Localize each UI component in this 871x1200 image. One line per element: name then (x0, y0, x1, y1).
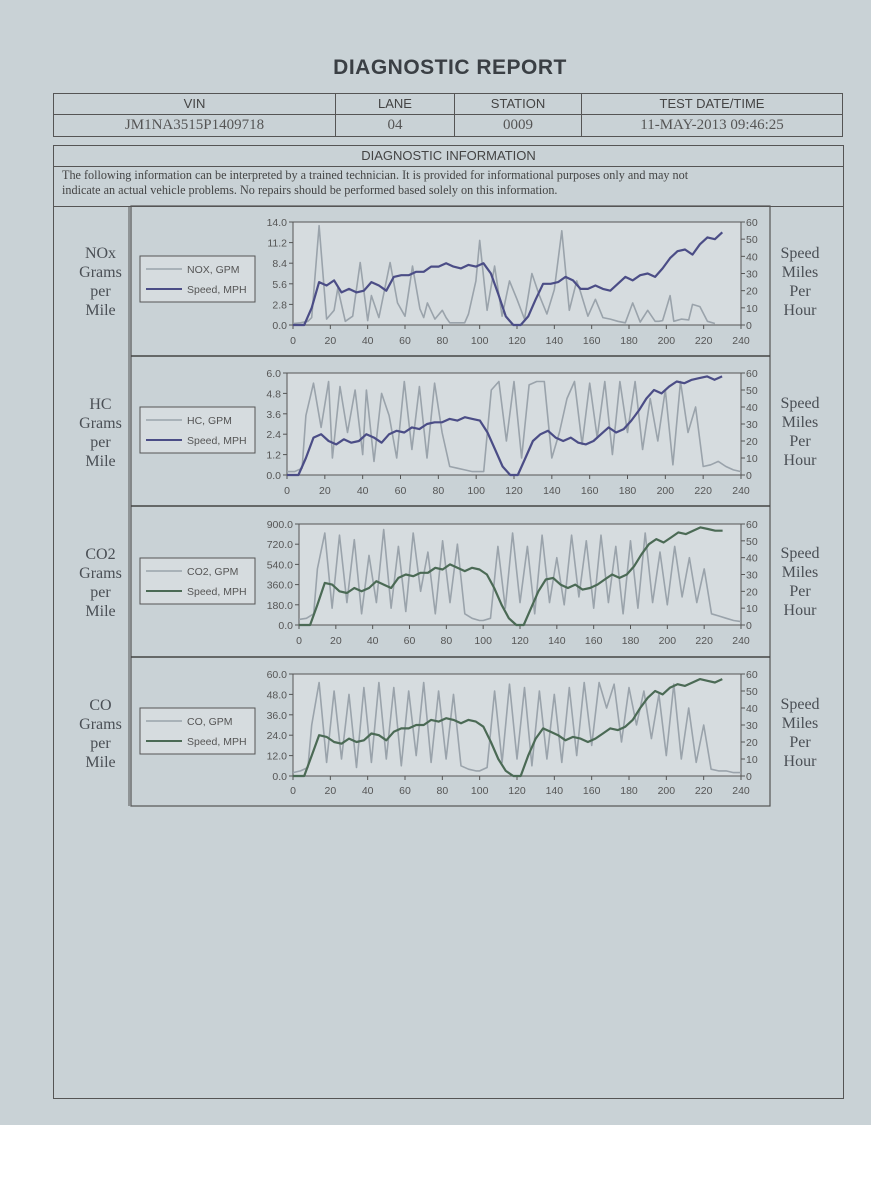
test-datetime-value: 11-MAY-2013 09:46:25 (640, 117, 784, 133)
plot-area (299, 524, 741, 625)
right-label-line: Miles (781, 715, 819, 732)
x-tick-label: 60 (403, 635, 416, 647)
x-tick-label: 180 (620, 785, 638, 797)
right-label-line: Hour (783, 452, 817, 469)
y-tick-label-right: 50 (746, 234, 758, 247)
y-tick-label-right: 50 (746, 686, 758, 698)
left-label-line: per (90, 584, 111, 601)
left-label-line: Grams (79, 716, 122, 733)
x-tick-label: 20 (324, 785, 337, 797)
x-tick-label: 60 (399, 785, 411, 797)
left-label-line: Mile (85, 453, 116, 470)
right-label-line: Miles (781, 564, 819, 581)
y-tick-label-right: 0 (746, 620, 752, 632)
station-value: 0009 (503, 117, 533, 133)
y-tick-label-right: 10 (746, 302, 758, 315)
right-label-line: Speed (780, 245, 820, 262)
right-label-line: Hour (783, 602, 817, 619)
y-tick-label-right: 20 (746, 586, 758, 599)
legend-speed-label: Speed, MPH (187, 284, 247, 296)
right-label-line: Speed (780, 545, 820, 562)
x-tick-label: 180 (618, 485, 637, 497)
x-tick-label: 180 (620, 335, 638, 347)
y-tick-label-right: 30 (746, 268, 758, 281)
x-tick-label: 220 (694, 485, 712, 497)
x-tick-label: 240 (732, 635, 750, 647)
legend-pollutant-label: NOX, GPM (187, 264, 240, 276)
chart-panel-0 (140, 217, 758, 347)
test-datetime-label: TEST DATE/TIME (582, 94, 842, 115)
y-tick-label-left: 1.2 (266, 449, 281, 462)
x-tick-label: 220 (694, 335, 713, 347)
left-label-line: Mile (85, 754, 116, 771)
x-tick-label: 40 (366, 635, 379, 647)
x-tick-label: 200 (656, 485, 675, 497)
y-tick-label-right: 0 (746, 771, 752, 783)
chart-panel-1 (131, 356, 770, 497)
y-tick-label-left: 0.0 (266, 470, 281, 482)
legend-speed-label: Speed, MPH (187, 435, 247, 447)
right-label-line: Speed (780, 696, 820, 713)
legend-speed-label: Speed, MPH (187, 586, 247, 598)
x-tick-label: 40 (356, 485, 369, 497)
x-tick-label: 240 (732, 335, 750, 347)
y-tick-label-right: 0 (746, 470, 752, 482)
legend-speed-label: Speed, MPH (187, 736, 247, 748)
right-label-line: Miles (781, 414, 819, 431)
y-tick-label-left: 2.4 (266, 429, 281, 442)
x-tick-label: 100 (470, 335, 489, 347)
x-tick-label: 140 (543, 485, 561, 497)
left-label-line: Mile (85, 302, 116, 319)
left-label-line: CO (89, 697, 112, 714)
x-tick-label: 0 (290, 335, 296, 347)
right-label-line: Per (789, 583, 811, 600)
vin-label: VIN (54, 94, 335, 115)
diagnostic-note-line-1: The following information can be interpreted by a trained technician. It is provided for informational purposes only and may not (62, 168, 689, 182)
y-tick-label-right: 40 (746, 703, 758, 715)
x-tick-label: 0 (290, 785, 296, 797)
x-tick-label: 100 (467, 485, 485, 497)
x-tick-label: 140 (545, 785, 564, 797)
diagnostic-heading: DIAGNOSTIC INFORMATION (54, 146, 843, 167)
right-label-line: Per (789, 283, 811, 300)
x-tick-label: 120 (508, 335, 526, 347)
y-tick-label-left: 5.6 (272, 278, 287, 291)
x-tick-label: 180 (621, 635, 640, 647)
left-label-line: per (90, 283, 111, 300)
x-tick-label: 140 (545, 335, 564, 347)
right-label-line: Hour (783, 302, 817, 319)
x-tick-label: 60 (399, 335, 411, 347)
y-tick-label-right: 60 (746, 669, 758, 681)
left-label-line: Grams (79, 565, 122, 582)
vin-value: JM1NA3515P1409718 (124, 117, 265, 133)
y-tick-label-right: 20 (746, 285, 758, 298)
station-label: STATION (455, 94, 581, 115)
x-tick-label: 200 (658, 635, 677, 647)
x-tick-label: 80 (436, 785, 449, 797)
y-tick-label-left: 360.0 (266, 579, 293, 592)
x-tick-label: 60 (394, 485, 407, 497)
x-tick-label: 120 (508, 785, 526, 797)
y-tick-label-right: 40 (746, 251, 758, 264)
x-tick-label: 200 (657, 785, 676, 797)
lane-label: LANE (336, 94, 454, 115)
y-tick-label-left: 11.2 (267, 237, 287, 250)
y-tick-label-right: 30 (746, 569, 758, 582)
y-tick-label-right: 30 (746, 419, 758, 431)
left-label-line: CO2 (85, 546, 116, 563)
y-tick-label-right: 10 (746, 754, 758, 766)
right-label-line: Per (789, 433, 811, 450)
x-tick-label: 160 (580, 485, 599, 497)
x-tick-label: 240 (732, 485, 750, 497)
x-tick-label: 220 (694, 785, 713, 797)
y-tick-label-left: 60.0 (266, 669, 287, 681)
y-tick-label-left: 8.4 (272, 258, 287, 271)
y-tick-label-left: 12.0 (266, 750, 287, 763)
y-tick-label-left: 36.0 (266, 709, 287, 722)
y-tick-label-right: 40 (746, 552, 758, 565)
x-tick-label: 80 (432, 485, 445, 497)
y-tick-label-right: 60 (746, 217, 758, 229)
plot-area (293, 222, 741, 325)
y-tick-label-left: 720.0 (266, 539, 293, 552)
legend-pollutant-label: CO2, GPM (187, 566, 239, 578)
x-tick-label: 120 (511, 635, 529, 647)
left-label-line: HC (89, 396, 112, 413)
y-tick-label-right: 60 (746, 519, 758, 531)
y-tick-label-left: 0.0 (272, 771, 287, 783)
x-tick-label: 20 (318, 485, 331, 497)
x-tick-label: 100 (470, 785, 489, 797)
x-tick-label: 40 (361, 335, 374, 347)
y-tick-label-left: 4.8 (266, 388, 281, 401)
x-tick-label: 240 (732, 785, 750, 797)
x-tick-label: 100 (474, 635, 492, 647)
right-label-line: Speed (780, 395, 820, 412)
legend-pollutant-label: CO, GPM (187, 716, 233, 728)
right-label-line: Miles (781, 264, 819, 281)
diagnostic-note-line-2: indicate an actual vehicle problems. No repairs should be performed based solely on this information. (62, 183, 558, 197)
y-tick-label-right: 20 (746, 436, 758, 448)
chart-panel-2 (131, 506, 770, 647)
y-tick-label-right: 10 (746, 453, 758, 465)
left-label-line: NOx (84, 245, 117, 262)
y-tick-label-right: 60 (746, 368, 758, 380)
x-tick-label: 160 (584, 635, 603, 647)
x-tick-label: 40 (361, 785, 374, 797)
y-tick-label-left: 14.0 (266, 217, 287, 229)
y-tick-label-right: 30 (746, 720, 758, 732)
right-label-line: Hour (783, 753, 817, 770)
y-tick-label-left: 540.0 (266, 559, 293, 572)
x-tick-label: 0 (284, 485, 290, 497)
y-tick-label-left: 0.0 (272, 320, 287, 332)
left-label-line: per (90, 434, 111, 451)
left-label-line: per (90, 735, 111, 752)
y-tick-label-right: 10 (746, 603, 758, 616)
y-tick-label-right: 20 (746, 737, 758, 749)
x-tick-label: 160 (582, 785, 601, 797)
y-tick-label-left: 0.0 (278, 620, 293, 632)
page-title: DIAGNOSTIC REPORT (333, 56, 567, 79)
y-tick-label-right: 50 (746, 385, 758, 397)
y-tick-label-left: 180.0 (266, 599, 293, 612)
y-tick-label-left: 2.8 (272, 299, 287, 312)
y-tick-label-left: 6.0 (266, 368, 281, 380)
y-tick-label-left: 24.0 (266, 730, 287, 743)
y-tick-label-left: 3.6 (266, 408, 281, 421)
x-tick-label: 20 (324, 335, 337, 347)
x-tick-label: 80 (436, 335, 449, 347)
left-label-line: Grams (79, 264, 122, 281)
x-tick-label: 160 (582, 335, 601, 347)
lane-value: 04 (387, 117, 403, 133)
right-label-line: Per (789, 734, 811, 751)
x-tick-label: 80 (440, 635, 453, 647)
x-tick-label: 120 (505, 485, 523, 497)
left-label-line: Mile (85, 603, 116, 620)
y-tick-label-left: 48.0 (266, 689, 287, 702)
y-tick-label-right: 0 (746, 320, 752, 332)
y-tick-label-left: 900.0 (266, 519, 293, 531)
y-tick-label-right: 50 (746, 535, 758, 548)
x-tick-label: 220 (695, 635, 713, 647)
chart-panel-3 (131, 657, 770, 797)
x-tick-label: 0 (296, 635, 302, 647)
x-tick-label: 200 (657, 335, 676, 347)
legend-pollutant-label: HC, GPM (187, 415, 232, 427)
x-tick-label: 140 (548, 635, 566, 647)
x-tick-label: 20 (329, 635, 342, 647)
y-tick-label-right: 40 (746, 402, 758, 414)
left-label-line: Grams (79, 415, 122, 432)
